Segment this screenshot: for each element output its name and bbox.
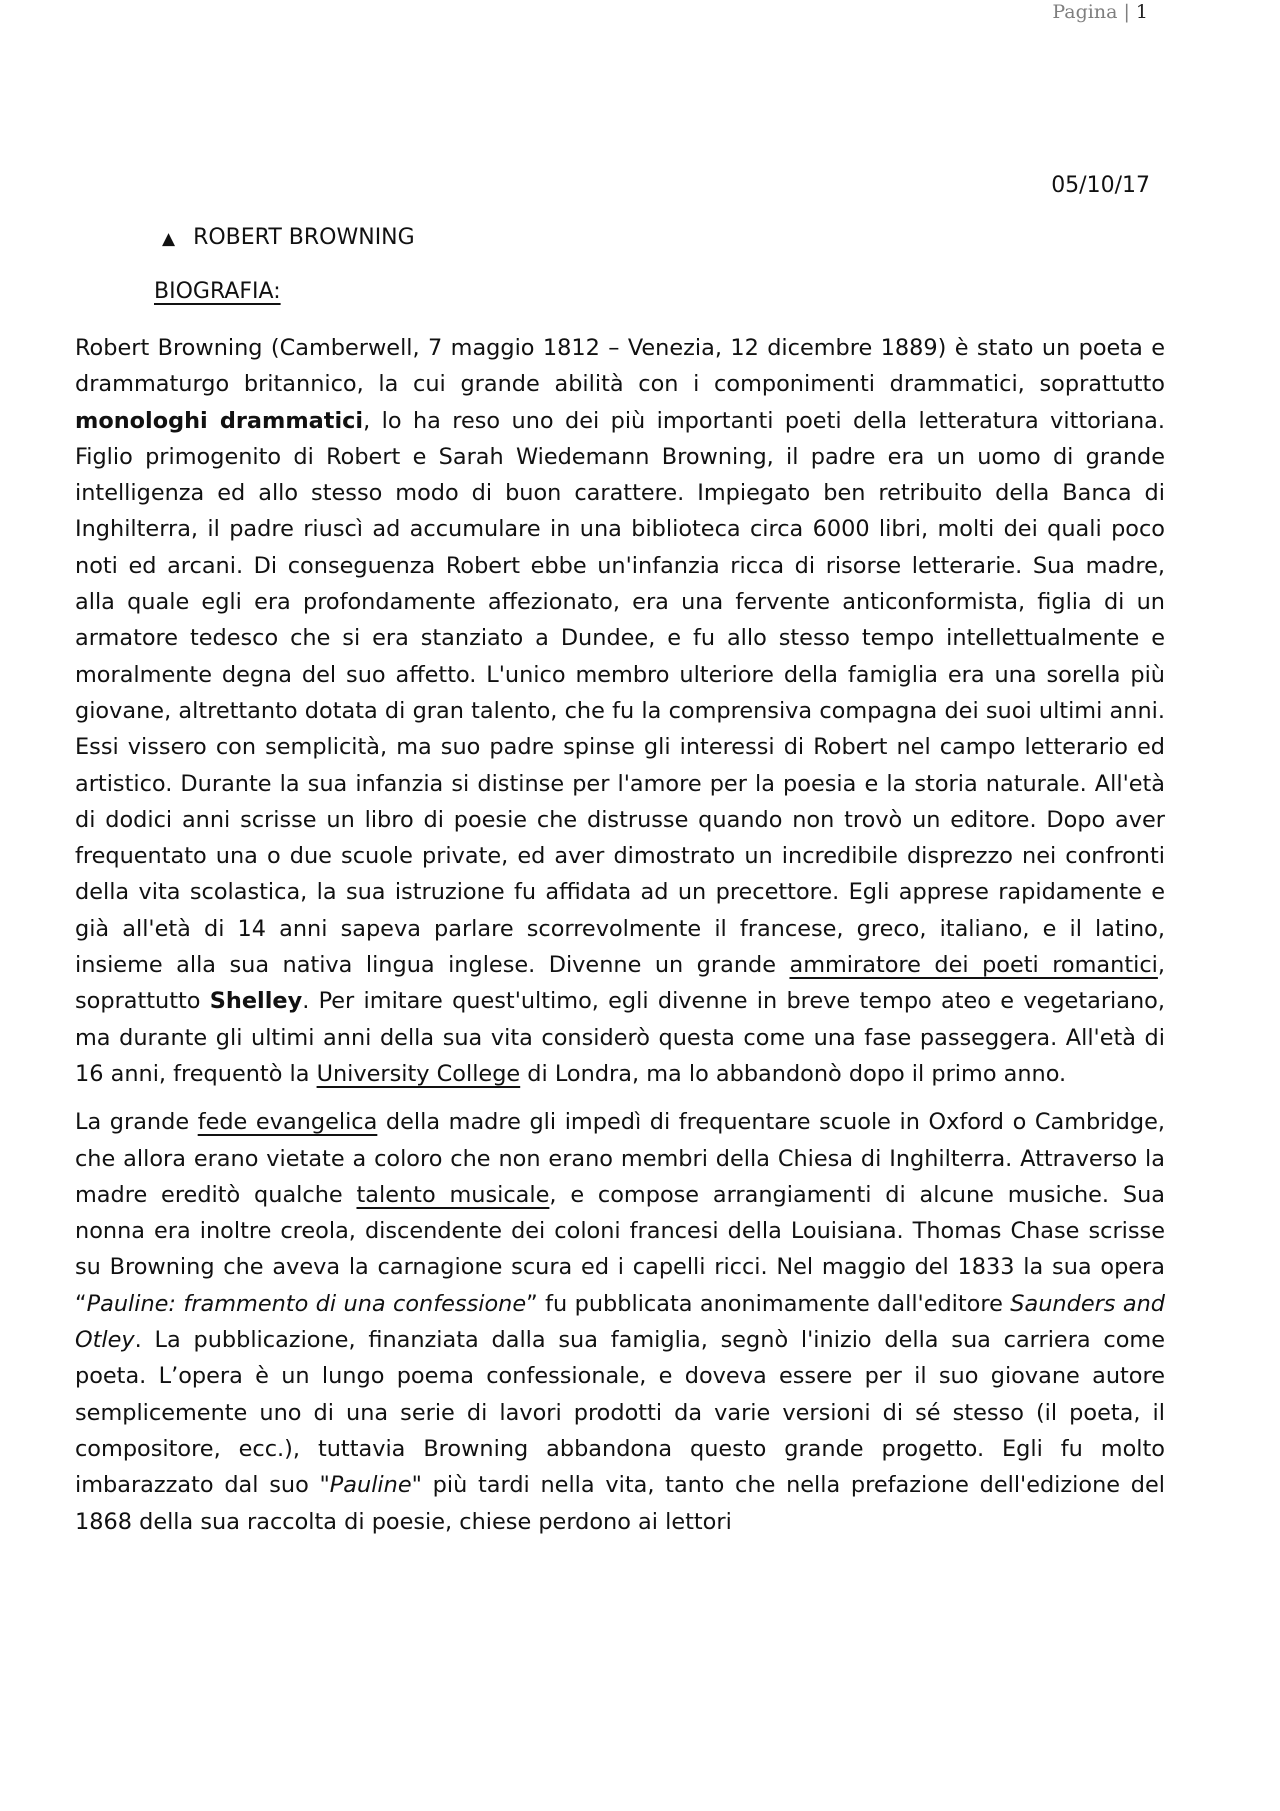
italic-text: Saunders and Otley — [75, 1290, 1166, 1354]
text-run: Robert Browning (Camberwell, 7 maggio 1812 – Venezia, 12 dicembre 1889) è stato un poeta e drammaturgo britannico, la cui grande abilità con i componimenti drammatici, soprattutto — [75, 335, 1165, 398]
bold-text: monologhi drammatici — [75, 407, 364, 434]
underlined-text: talento musicale — [356, 1181, 550, 1208]
underlined-text: ammiratore dei poeti romantici — [789, 952, 1158, 979]
text-run: , lo ha reso uno dei più importanti poeti della letteratura vittoriana. Figlio primogenito di Robert e Sarah Wiedemann Browning, il padre era un uomo di grande intelligenza ed allo stesso modo di buon carattere. Impiegato ben retribuito della Banca di Inghilterra, il padre riuscì ad accumulare in una biblioteca circa 6000 libri, molti dei quali poco noti ed arcani. Di conseguenza Robert ebbe un'infanzia ricca di risorse letterarie. Sua madre, alla quale egli era profondamente affezionato, era una fervente anticonformista, figlia di un armatore tedesco che si era stanziato a Dundee, e fu allo stesso tempo intellettualmente e moralmente degna del suo affetto. L'unico membro ulteriore della famiglia era una sorella più giovane, altrettanto dotata di gran talento, che fu la comprensiva compagna dei suoi ultimi anni. Essi vissero con semplicità, ma suo padre spinse gli interessi di Robert nel campo letterario ed artistico. Durante la sua infanzia si distinse per l'amore per la poesia e la storia naturale. All'età di dodici anni scrisse un libro di poesie che distrusse quando non trovò un editore. Dopo aver frequentato una o due scuole private, ed aver dimostrato un incredibile disprezzo nei confronti della vita scolastica, la sua istruzione fu affidata ad un precettore. Egli apprese rapidamente e già all'età di 14 anni sapeva parlare scorrevolmente il francese, greco, italiano, e il latino, insieme alla sua nativa lingua inglese. Divenne un grande — [75, 407, 1166, 979]
page-header — [1052, 0, 1148, 24]
text-run: , soprattutto — [75, 952, 1166, 1015]
underlined-text: fede evangelica — [197, 1109, 378, 1136]
text-run: . La pubblicazione, finanziata dalla sua famiglia, segnò l'inizio della sua carriera come poeta. L’opera è un lungo poema confessionale, e doveva essere per il suo giovane autore semplicemente uno di una serie di lavori prodotti da varie versioni di sé stesso (il poeta, il compositore, ecc.), tuttavia Browning abbandona questo grande progetto. Egli fu molto imbarazzato dal suo " — [75, 1327, 1165, 1499]
page-number: 1 — [1135, 1, 1148, 23]
text-run: , e compose arrangiamenti di alcune musiche. Sua nonna era inoltre creola, discendente dei coloni francesi della Louisiana. Thomas Chase scrisse su Browning che aveva la carnagione scura ed i capelli ricci. Nel maggio del 1833 la sua opera “ — [75, 1181, 1165, 1317]
underlined-text: University College — [316, 1060, 521, 1087]
text-run: della madre gli impedì di frequentare scuole in Oxford o Cambridge, che allora erano vietate a coloro che non erano membri della Chiesa di Inghilterra. Attraverso la madre ereditò qualche — [75, 1109, 1165, 1208]
text-run: di Londra, ma lo abbandonò dopo il primo anno. — [520, 1060, 1067, 1087]
text-run: ” fu pubblicata anonimamente dall'editore — [526, 1290, 1011, 1317]
document-heading — [162, 224, 415, 252]
heading-title: ROBERT BROWNING — [193, 225, 415, 250]
document-body — [75, 330, 1165, 1552]
text-run: La grande — [75, 1109, 198, 1136]
page-label: Pagina — [1052, 1, 1118, 23]
paragraph-2 — [75, 1104, 1165, 1540]
paragraph-1 — [75, 330, 1165, 1092]
document-date: 05/10/17 — [1051, 173, 1150, 198]
section-title: BIOGRAFIA: — [154, 279, 281, 304]
italic-text: Pauline: frammento di una confessione — [86, 1290, 527, 1317]
text-run: " più tardi nella vita, tanto che nella prefazione dell'edizione del 1868 della sua raccolta di poesie, chiese perdono ai lettori — [75, 1472, 1165, 1535]
bold-text: Shelley — [209, 988, 303, 1015]
text-run: . Per imitare quest'ultimo, egli divenne in breve tempo ateo e vegetariano, ma durante gli ultimi anni della sua vita considerò questa come una fase passeggera. All'età di 16 anni, frequentò la — [75, 988, 1165, 1087]
italic-text: Pauline — [329, 1472, 412, 1499]
triangle-bullet-icon: ▲ — [162, 229, 176, 249]
page-separator: | — [1117, 1, 1136, 23]
